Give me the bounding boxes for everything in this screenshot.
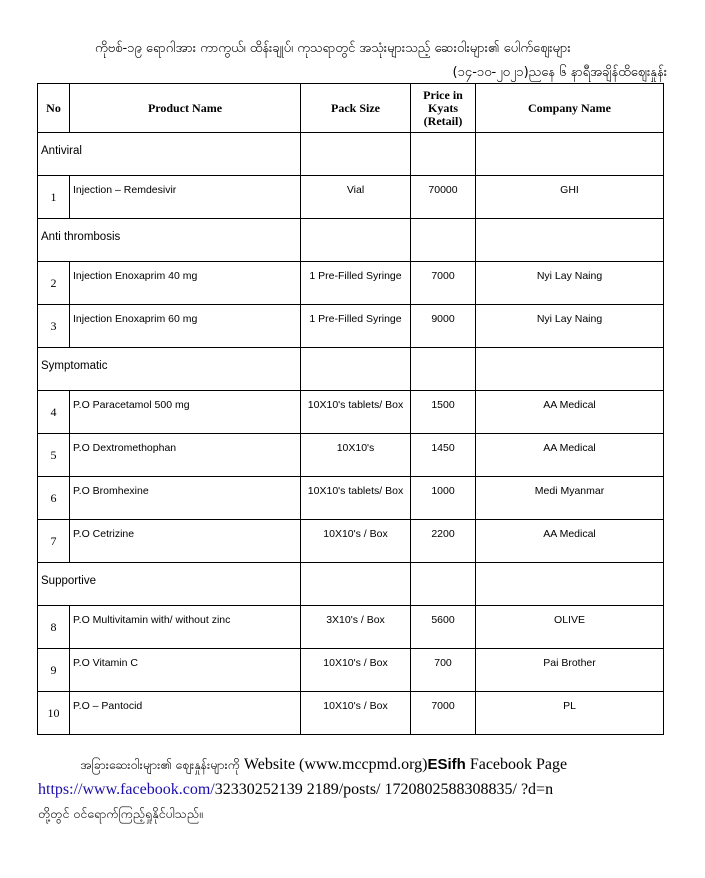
table-row: [38, 649, 664, 692]
category-label: Supportive: [38, 563, 301, 606]
footer-line-3: တို့တွင် ဝင်ရောက်ကြည့်ရှုနိုင်ပါသည်။: [38, 806, 203, 821]
pack-size: 10X10's / Box: [301, 649, 411, 692]
company-name: AA Medical: [476, 391, 664, 434]
table-row: [38, 434, 664, 477]
price: 5600: [411, 606, 476, 649]
product-name: P.O Cetrizine: [70, 520, 301, 563]
row-number: 9: [38, 649, 70, 692]
price: 700: [411, 649, 476, 692]
facebook-url-link[interactable]: https://www.facebook.com/: [38, 781, 215, 798]
company-name: OLIVE: [476, 606, 664, 649]
empty-cell: [476, 563, 664, 606]
price: 1500: [411, 391, 476, 434]
row-number: 3: [38, 305, 70, 348]
category-label: Antiviral: [38, 133, 301, 176]
footer-conjunction: ESifh: [427, 756, 466, 773]
table-row: [38, 692, 664, 735]
company-name: Nyi Lay Naing: [476, 262, 664, 305]
footer-intro-text: အခြားဆေးဝါးများ၏ ဈေးနှုန်းများကို: [80, 757, 240, 772]
price: 7000: [411, 692, 476, 735]
table-row: [38, 262, 664, 305]
company-name: Medi Myanmar: [476, 477, 664, 520]
category-row: [38, 348, 664, 391]
category-row: [38, 563, 664, 606]
footer-line-1: [80, 756, 705, 776]
table-header-row: [38, 84, 664, 133]
table-row: [38, 305, 664, 348]
table-row: [38, 477, 664, 520]
facebook-page-label: Facebook Page: [469, 756, 568, 773]
row-number: 6: [38, 477, 70, 520]
row-number: 7: [38, 520, 70, 563]
company-name: Nyi Lay Naing: [476, 305, 664, 348]
pack-size: 1 Pre-Filled Syringe: [301, 305, 411, 348]
product-name: Injection Enoxaprim 60 mg: [70, 305, 301, 348]
table-row: [38, 391, 664, 434]
company-name: PL: [476, 692, 664, 735]
empty-cell: [301, 219, 411, 262]
row-number: 5: [38, 434, 70, 477]
document-date-line: (၁၄-၁၀-၂၀၂၁)ညနေ ၆ နာရီအချိန်ထိဈေးနှုန်း: [452, 65, 667, 80]
document-title: ကိုဗစ်-၁၉ ရောဂါအား ကာကွယ်၊ ထိန်းချုပ်၊ ကုသရာတွင် အသုံးများသည့် ဆေးဝါးများ၏ ပေါက်ဈေးများ: [95, 41, 571, 56]
price: 70000: [411, 176, 476, 219]
price: 1450: [411, 434, 476, 477]
empty-cell: [411, 563, 476, 606]
company-name: GHI: [476, 176, 664, 219]
category-row: [38, 219, 664, 262]
empty-cell: [411, 348, 476, 391]
pack-size: 10X10's / Box: [301, 520, 411, 563]
pack-size: 10X10's: [301, 434, 411, 477]
row-number: 8: [38, 606, 70, 649]
price-table: [37, 83, 664, 735]
header-pack-size: Pack Size: [301, 84, 411, 133]
pack-size: 3X10's / Box: [301, 606, 411, 649]
product-name: P.O Dextromethophan: [70, 434, 301, 477]
product-name: P.O – Pantocid: [70, 692, 301, 735]
category-label: Anti thrombosis: [38, 219, 301, 262]
pack-size: 10X10's / Box: [301, 692, 411, 735]
empty-cell: [301, 348, 411, 391]
product-name: P.O Paracetamol 500 mg: [70, 391, 301, 434]
product-name: P.O Bromhexine: [70, 477, 301, 520]
header-no: No: [38, 84, 70, 133]
product-name: Injection – Remdesivir: [70, 176, 301, 219]
pack-size: 10X10's tablets/ Box: [301, 391, 411, 434]
category-row: [38, 133, 664, 176]
product-name: P.O Vitamin C: [70, 649, 301, 692]
row-number: 10: [38, 692, 70, 735]
row-number: 2: [38, 262, 70, 305]
facebook-url-rest: 32330252139 2189/posts/ 1720802588308835/ ?d=n: [214, 781, 554, 798]
empty-cell: [301, 563, 411, 606]
category-label: Symptomatic: [38, 348, 301, 391]
pack-size: Vial: [301, 176, 411, 219]
empty-cell: [301, 133, 411, 176]
company-name: AA Medical: [476, 520, 664, 563]
price: 1000: [411, 477, 476, 520]
company-name: Pai Brother: [476, 649, 664, 692]
row-number: 4: [38, 391, 70, 434]
footer-line-2: [38, 781, 678, 799]
empty-cell: [476, 348, 664, 391]
pack-size: 10X10's tablets/ Box: [301, 477, 411, 520]
price: 2200: [411, 520, 476, 563]
row-number: 1: [38, 176, 70, 219]
empty-cell: [476, 133, 664, 176]
empty-cell: [411, 133, 476, 176]
empty-cell: [411, 219, 476, 262]
header-product-name: Product Name: [70, 84, 301, 133]
table-row: [38, 176, 664, 219]
product-name: Injection Enoxaprim 40 mg: [70, 262, 301, 305]
price: 9000: [411, 305, 476, 348]
product-name: P.O Multivitamin with/ without zinc: [70, 606, 301, 649]
company-name: AA Medical: [476, 434, 664, 477]
price: 7000: [411, 262, 476, 305]
website-link[interactable]: Website (www.mccpmd.org): [243, 756, 428, 773]
header-company-name: Company Name: [476, 84, 664, 133]
table-row: [38, 520, 664, 563]
empty-cell: [476, 219, 664, 262]
pack-size: 1 Pre-Filled Syringe: [301, 262, 411, 305]
header-price: Price in Kyats (Retail): [411, 84, 476, 133]
table-row: [38, 606, 664, 649]
